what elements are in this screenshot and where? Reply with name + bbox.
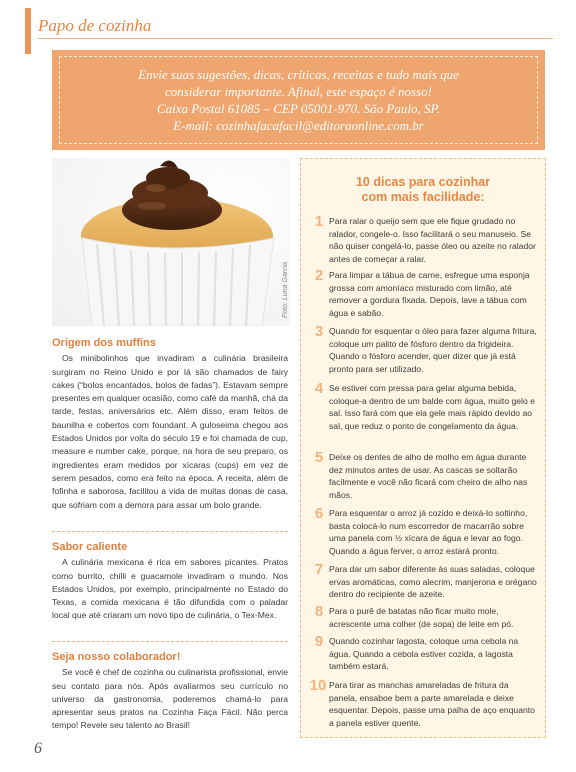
tip-text: Quando for esquentar o óleo para fazer alguma fritura, coloque um palito de fósforo dentro da frigideira. Quando o fósforo acender, quer dizer que já está pronto para ser utilizado. (329, 326, 537, 374)
page-number: 6 (34, 740, 42, 757)
tip-number: 3 (314, 323, 324, 340)
muffins-heading: Origem dos muffins (52, 337, 156, 349)
caliente-heading: Sabor caliente (52, 541, 128, 553)
tip-text: Quando cozinhar lagosta, coloque uma cebola na água. Quando a cebola estiver cozida, a lagosta também estará. (329, 636, 519, 672)
tip-number: 7 (314, 561, 324, 578)
contact-box (52, 50, 545, 150)
tips-title (301, 175, 545, 205)
contact-line: considerar importante. Afinal, este espaço é nosso! (165, 84, 432, 99)
caliente-section (52, 541, 288, 623)
tip-text: Para dar um sabor diferente às suas saladas, coloque ervas aromáticas, como alecrim, manjerona e orégano dentro do recipiente de azeite. (329, 564, 537, 600)
section-divider (52, 531, 288, 532)
tip-text: Deixe os dentes de alho de molho em água durante dez minutos antes de usar. As cascas se soltarão facilmente e você não ficará com cheiro de alho nas mãos. (329, 452, 528, 500)
tip-number: 1 (314, 213, 324, 230)
contact-address: Caixa Postal 61085 – CEP 05001-970. São Paulo, SP. (157, 101, 440, 116)
tip-number: 2 (314, 267, 324, 284)
tip-number: 10 (309, 677, 327, 694)
colaborador-section (52, 651, 288, 733)
colaborador-heading: Seja nosso colaborador! (52, 651, 181, 663)
tip-text: Se estiver com pressa para gelar alguma bebida, coloque-a dentro de um balde com água, muito gelo e sal. Isso fará com que ela gele mais rápido devido ao sal, que reduz o ponto de congelamento da água. (329, 383, 535, 431)
section-divider (52, 641, 288, 642)
tip-number: 4 (314, 380, 324, 397)
tip-number: 5 (314, 449, 324, 466)
header-rule (38, 38, 553, 39)
tip-text: Para limpar a tábua de carne, esfregue uma esponja grossa com amoníaco misturado com limão, até remover a gordura fixada. Depois, lave a tábua com água e sabão. (329, 270, 530, 318)
muffins-body: Os minibolinhos que invadiram a culinária brasileira surgiram no Reino Unido e por lá são chamados de fairy cakes (“bolos encantados, bolos de fadas”). Estavam sempre presentes em qualquer ocasião, como café da manhã, chá da tarde, festas, aniversários etc. Além disso, eram feitos de baunilha e cobertos com foundant. A guloseima chegou aos Estados Unidos por volta do século 19 e foi chamada de cup, measure e number cake, porque, na hora de seu preparo, os ingredientes eram medidos por xícaras (cups) em vez de serem pesados, como era feito na época. A receita, além de fofinha e saborosa, facilitou a vida de muitas donas de casa, que sofriam com a demora para assar um bolo grande. (52, 353, 288, 510)
tip-number: 6 (314, 505, 324, 522)
tips-box (300, 158, 546, 738)
tip-text: Para tirar as manchas amareladas de fritura da panela, ensaboe bem a parte amarelada e deixe esquentar. Depois, passe uma palha de aço enquanto a panela estiver quente. (329, 680, 535, 728)
photo-credit: Foto: Luna Garcia (282, 261, 289, 318)
contact-line: Envie suas sugestões, dicas, críticas, receitas e tudo mais que (138, 67, 459, 82)
tips-title-line: com mais facilidade: (361, 190, 485, 204)
caliente-body: A culinária mexicana é rica em sabores picantes. Pratos como burrito, chilli e guacamole invadiram o mundo. Nos Estados Unidos, por exemplo, principalmente no Estado do Texas, a comida mexicana é tão difundida com o paladar local que até criaram um novo tipo de culinária, o Tex-Mex. (52, 557, 288, 621)
muffin-photo (52, 158, 290, 326)
tip-text: Para o purê de batatas não ficar muito mole, acrescente uma colher (de sopa) de leite em pó. (329, 606, 514, 629)
tip-number: 9 (314, 633, 324, 650)
tip-text: Para ralar o queijo sem que ele fique grudado no ralador, congele-o. Isso facilitará o seu manuseio. Se não quiser congelá-lo, passe óleo ou azeite no ralador antes de começar a ralar. (329, 216, 536, 264)
header-accent-bar (25, 8, 31, 54)
colaborador-body: Se você é chef de cozinha ou culinarista profissional, envie seu contato para nós. Após avaliarmos seu currículo no universo da gastronomia, poderemos chamá-lo para apresentar seus pratos na Cozinha Faça Fácil. Não perca tempo! Revele seu talento ao Brasil! (52, 667, 288, 731)
tip-number: 8 (314, 603, 324, 620)
section-title: Papo de cozinha (38, 16, 152, 35)
tip-text: Para esquentar o arroz já cozido e deixá-lo soltinho, basta colocá-lo num escorredor de macarrão sobre uma panela com ½ xícara de água e levar ao fogo. Quando a água ferver, o arroz estará pronto. (329, 508, 528, 556)
contact-email[interactable]: E-mail: cozinhafacafacil@editoraonline.com.br (173, 118, 424, 133)
muffins-section (52, 337, 288, 512)
tips-title-line: 10 dicas para cozinhar (355, 175, 491, 189)
